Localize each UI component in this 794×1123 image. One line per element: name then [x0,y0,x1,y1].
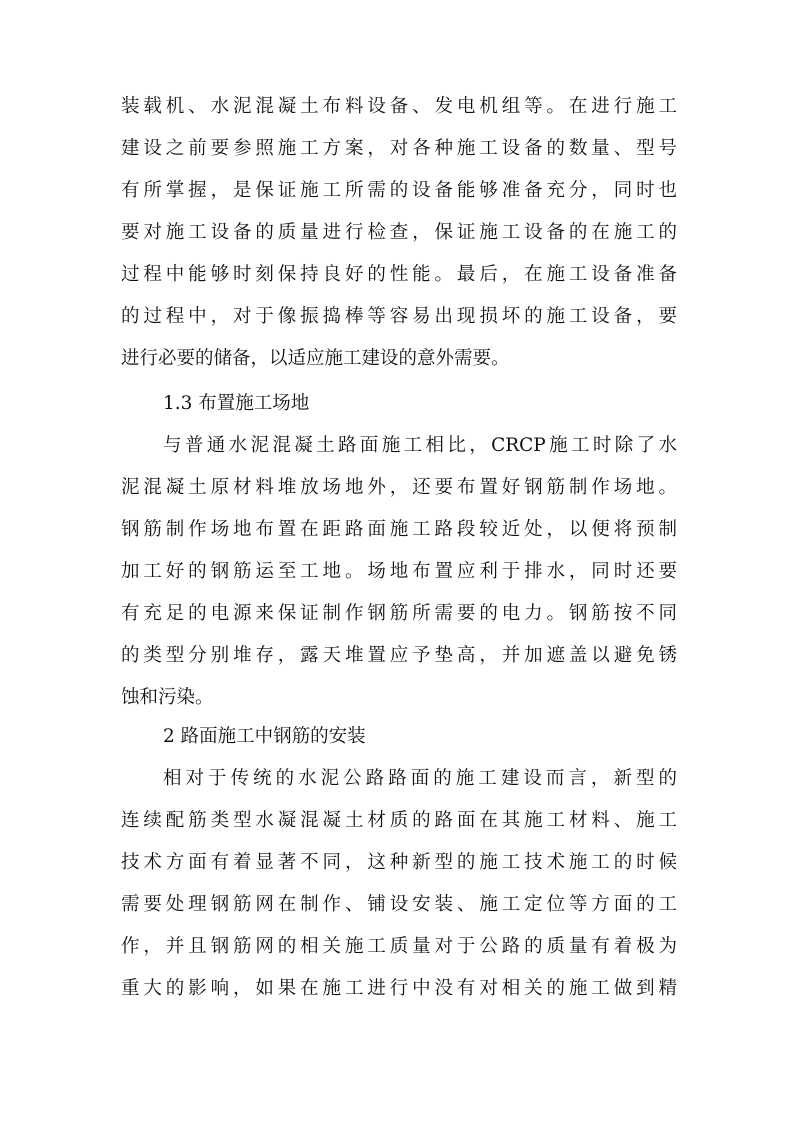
paragraph-line: 相对于传统的水泥公路路面的施工建设而言，新型的 [163,768,677,789]
paragraph-line: 进行必要的储备，以适应施工建设的意外需要。 [121,348,510,369]
paragraph-line: 需要处理钢筋网在制作、铺设安装、施工定位等方面的工 [121,894,677,915]
paragraph-line: 过程中能够时刻保持良好的性能。最后，在施工设备准备 [121,264,677,285]
paragraph-line: 加工好的钢筋运至工地。场地布置应利于排水，同时还要 [121,561,677,582]
paragraph-line: 装载机、水泥混凝土布料设备、发电机组等。在进行施工 [121,96,677,117]
paragraph-line: 建设之前要参照施工方案，对各种施工设备的数量、型号 [121,138,677,159]
paragraph-line: 要对施工设备的质量进行检查，保证施工设备的在施工的 [121,222,677,243]
paragraph-line: 的过程中，对于像振捣棒等容易出现损坏的施工设备，要 [121,306,677,327]
section-heading: 2 路面施工中钢筋的安装 [163,726,366,747]
paragraph-line: 重大的影响，如果在施工进行中没有对相关的施工做到精 [121,978,677,999]
paragraph-line: 泥混凝土原材料堆放场地外，还要布置好钢筋制作场地。 [121,477,677,498]
paragraph-line: 连续配筋类型水凝混凝土材质的路面在其施工材料、施工 [121,810,677,831]
paragraph-line: 与普通水泥混凝土路面施工相比，CRCP施工时除了水 [163,435,677,456]
paragraph-line: 有充足的电源来保证制作钢筋所需要的电力。钢筋按不同 [121,603,677,624]
paragraph-line: 的类型分别堆存，露天堆置应予垫高，并加遮盖以避免锈 [121,645,677,666]
section-heading: 1.3 布置施工场地 [163,393,310,414]
paragraph-line: 作，并且钢筋网的相关施工质量对于公路的质量有着极为 [121,936,677,957]
paragraph-line: 蚀和污染。 [121,687,214,708]
paragraph-line: 钢筋制作场地布置在距路面施工路段较近处，以便将预制 [121,519,677,540]
paragraph-line: 技术方面有着显著不同，这种新型的施工技术施工的时候 [121,852,677,873]
paragraph-line: 有所掌握，是保证施工所需的设备能够准备充分，同时也 [121,180,677,201]
